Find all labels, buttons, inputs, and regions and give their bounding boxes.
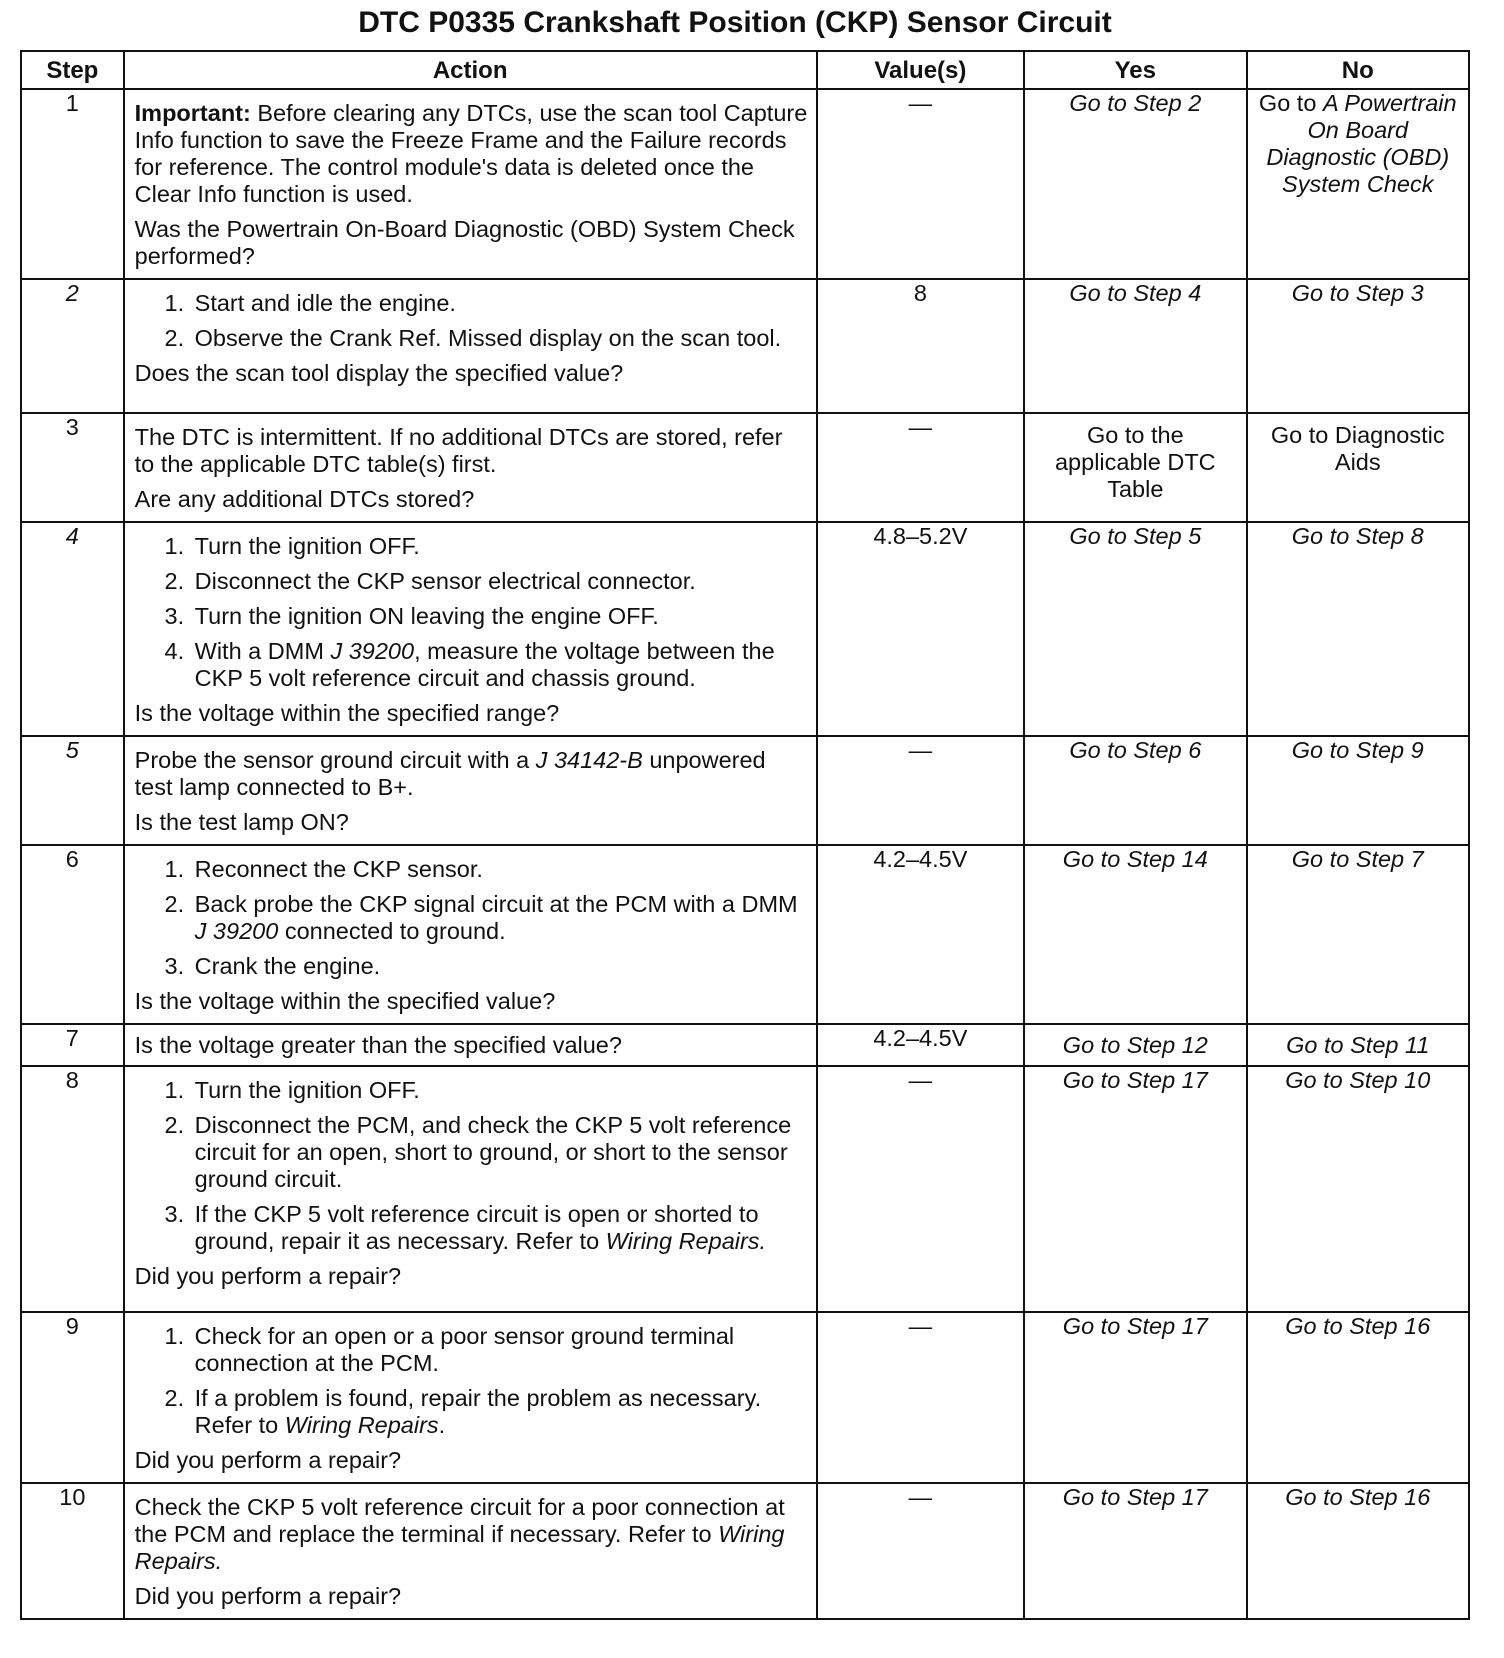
step-number: 8 xyxy=(21,1066,124,1312)
step-question: Was the Powertrain On-Board Diagnostic (OBD) System Check performed? xyxy=(134,216,795,269)
no-result[interactable]: Go to Step 7 xyxy=(1247,845,1469,1024)
table-row-step-5 xyxy=(21,736,1469,845)
action-text-part: unpowered test lamp connected to B+. xyxy=(134,747,766,800)
no-result-link[interactable]: A Powertrain On Board Diagnostic (OBD) System Check xyxy=(1266,90,1457,197)
action-text-part: Probe the sensor ground circuit with a xyxy=(134,747,536,773)
step-question: Is the voltage within the specified value? xyxy=(134,988,556,1014)
action-cell xyxy=(124,413,817,522)
action-text-part: Check the CKP 5 volt reference circuit for a poor connection at the PCM and replace the terminal if necessary. Refer to xyxy=(134,1494,785,1547)
step-text: connected to ground. xyxy=(278,918,506,944)
yes-result[interactable]: Go to Step 14 xyxy=(1024,845,1246,1024)
table-row-step-6 xyxy=(21,845,1469,1024)
step-number: 9 xyxy=(21,1312,124,1483)
action-step-item xyxy=(191,1201,808,1255)
step-number: 2 xyxy=(21,279,124,413)
tool-reference: J 34142-B xyxy=(535,747,643,773)
action-step-item xyxy=(191,638,808,692)
table-row-step-3 xyxy=(21,413,1469,522)
value-cell: 8 xyxy=(817,279,1024,413)
yes-result[interactable]: Go to the applicable DTC Table xyxy=(1024,413,1246,522)
header-no: No xyxy=(1247,51,1469,89)
step-text: Back probe the CKP signal circuit at the PCM with a DMM xyxy=(194,891,798,917)
action-step-item: 2. Disconnect the CKP sensor electrical connector. xyxy=(191,568,808,595)
step-question: Is the voltage within the specified range? xyxy=(134,700,560,726)
table-header-row xyxy=(21,51,1469,89)
yes-result[interactable]: Go to Step 2 xyxy=(1024,89,1246,279)
action-step-item: 1. Check for an open or a poor sensor ground terminal connection at the PCM. xyxy=(191,1323,808,1377)
action-step-item: 1. Reconnect the CKP sensor. xyxy=(191,856,808,883)
action-cell xyxy=(124,89,817,279)
no-result[interactable] xyxy=(1247,89,1469,279)
action-step-item: 3. Crank the engine. xyxy=(191,953,808,980)
table-row-step-1 xyxy=(21,89,1469,279)
table-row-step-9 xyxy=(21,1312,1469,1483)
yes-result[interactable]: Go to Step 12 xyxy=(1024,1024,1246,1066)
step-text: . xyxy=(438,1412,446,1438)
step-number: 1 xyxy=(21,89,124,279)
action-step-item xyxy=(191,1385,808,1439)
step-number: 5 xyxy=(21,736,124,845)
no-result[interactable]: Go to Diagnostic Aids xyxy=(1247,413,1469,522)
value-cell: 4.2–4.5V xyxy=(817,845,1024,1024)
action-steps xyxy=(135,1077,808,1255)
yes-result[interactable]: Go to Step 17 xyxy=(1024,1066,1246,1312)
value-cell: 4.2–4.5V xyxy=(817,1024,1024,1066)
action-steps xyxy=(135,856,808,980)
yes-result[interactable]: Go to Step 4 xyxy=(1024,279,1246,413)
step-text: If a problem is found, repair the problem as necessary. Refer to xyxy=(194,1385,762,1438)
important-text: Before clearing any DTCs, use the scan tool Capture Info function to save the Freeze Frame and the Failure records for reference. The control module's data is deleted once the Clear Info function is used. xyxy=(134,100,808,207)
page-title: DTC P0335 Crankshaft Position (CKP) Sensor Circuit xyxy=(358,6,1112,39)
no-result[interactable]: Go to Step 9 xyxy=(1247,736,1469,845)
header-step: Step xyxy=(21,51,124,89)
step-text: With a DMM xyxy=(194,638,331,664)
yes-result[interactable]: Go to Step 17 xyxy=(1024,1312,1246,1483)
action-steps xyxy=(135,533,808,692)
action-step-item: 3. Turn the ignition ON leaving the engine OFF. xyxy=(191,603,808,630)
value-cell: 4.8–5.2V xyxy=(817,522,1024,736)
table-row-step-7 xyxy=(21,1024,1469,1066)
action-cell xyxy=(124,522,817,736)
step-question: Is the test lamp ON? xyxy=(134,809,349,835)
diagnostic-table xyxy=(20,50,1470,1620)
yes-result[interactable]: Go to Step 5 xyxy=(1024,522,1246,736)
step-question: Is the voltage greater than the specified value? xyxy=(134,1031,622,1058)
wiring-repairs-reference[interactable]: Wiring Repairs. xyxy=(134,1521,785,1574)
action-steps xyxy=(135,1323,808,1439)
table-row-step-2 xyxy=(21,279,1469,413)
step-question: Does the scan tool display the specified value? xyxy=(134,360,624,386)
yes-result[interactable]: Go to Step 17 xyxy=(1024,1483,1246,1619)
no-result[interactable]: Go to Step 3 xyxy=(1247,279,1469,413)
action-cell xyxy=(124,1066,817,1312)
action-cell xyxy=(124,845,817,1024)
value-cell: — xyxy=(817,1312,1024,1483)
step-text: , measure the voltage between the CKP 5 volt reference circuit and chassis ground. xyxy=(194,638,775,691)
wiring-repairs-reference[interactable]: Wiring Repairs. xyxy=(605,1228,767,1254)
table-row-step-10 xyxy=(21,1483,1469,1619)
value-cell: — xyxy=(817,413,1024,522)
no-result[interactable]: Go to Step 8 xyxy=(1247,522,1469,736)
table-row-step-8 xyxy=(21,1066,1469,1312)
step-question: Did you perform a repair? xyxy=(134,1447,402,1473)
important-label: Important: xyxy=(134,100,251,126)
action-cell xyxy=(124,736,817,845)
action-step-item: 1. Turn the ignition OFF. xyxy=(191,1077,808,1104)
step-number: 4 xyxy=(21,522,124,736)
no-result-prefix: Go to xyxy=(1258,90,1323,116)
value-cell: — xyxy=(817,89,1024,279)
step-question: Are any additional DTCs stored? xyxy=(134,486,475,512)
value-cell: — xyxy=(817,1483,1024,1619)
table-row-step-4 xyxy=(21,522,1469,736)
wiring-repairs-reference[interactable]: Wiring Repairs xyxy=(284,1412,439,1438)
action-text xyxy=(135,747,808,801)
important-note xyxy=(135,100,808,208)
step-number: 3 xyxy=(21,413,124,522)
action-cell xyxy=(124,1312,817,1483)
step-question: Did you perform a repair? xyxy=(134,1583,402,1609)
value-cell: — xyxy=(817,736,1024,845)
action-step-item: 1. Turn the ignition OFF. xyxy=(191,533,808,560)
action-cell xyxy=(124,1024,817,1066)
action-step-item: 1. Start and idle the engine. xyxy=(191,290,808,317)
yes-result[interactable]: Go to Step 6 xyxy=(1024,736,1246,845)
tool-reference: J 39200 xyxy=(194,918,279,944)
no-result[interactable]: Go to Step 10 xyxy=(1247,1066,1469,1312)
step-text: If the CKP 5 volt reference circuit is open or shorted to ground, repair it as necessary. Refer to xyxy=(194,1201,759,1254)
action-text xyxy=(135,1494,808,1575)
action-text: The DTC is intermittent. If no additional DTCs are stored, refer to the applicable DTC table(s) first. xyxy=(134,424,783,477)
action-cell xyxy=(124,1483,817,1619)
action-step-item: 2. Disconnect the PCM, and check the CKP 5 volt reference circuit for an open, short to ground, or short to the sensor ground circuit. xyxy=(191,1112,808,1193)
step-number: 6 xyxy=(21,845,124,1024)
value-cell: — xyxy=(817,1066,1024,1312)
action-steps xyxy=(135,290,808,352)
action-cell xyxy=(124,279,817,413)
step-question: Did you perform a repair? xyxy=(134,1263,402,1289)
header-action: Action xyxy=(124,51,817,89)
step-number: 7 xyxy=(21,1024,124,1066)
no-result[interactable]: Go to Step 16 xyxy=(1247,1312,1469,1483)
no-result[interactable]: Go to Step 11 xyxy=(1247,1024,1469,1066)
header-values: Value(s) xyxy=(817,51,1024,89)
step-number: 10 xyxy=(21,1483,124,1619)
header-yes: Yes xyxy=(1024,51,1246,89)
tool-reference: J 39200 xyxy=(330,638,415,664)
action-step-item xyxy=(191,891,808,945)
no-result[interactable]: Go to Step 16 xyxy=(1247,1483,1469,1619)
action-step-item: 2. Observe the Crank Ref. Missed display on the scan tool. xyxy=(191,325,808,352)
